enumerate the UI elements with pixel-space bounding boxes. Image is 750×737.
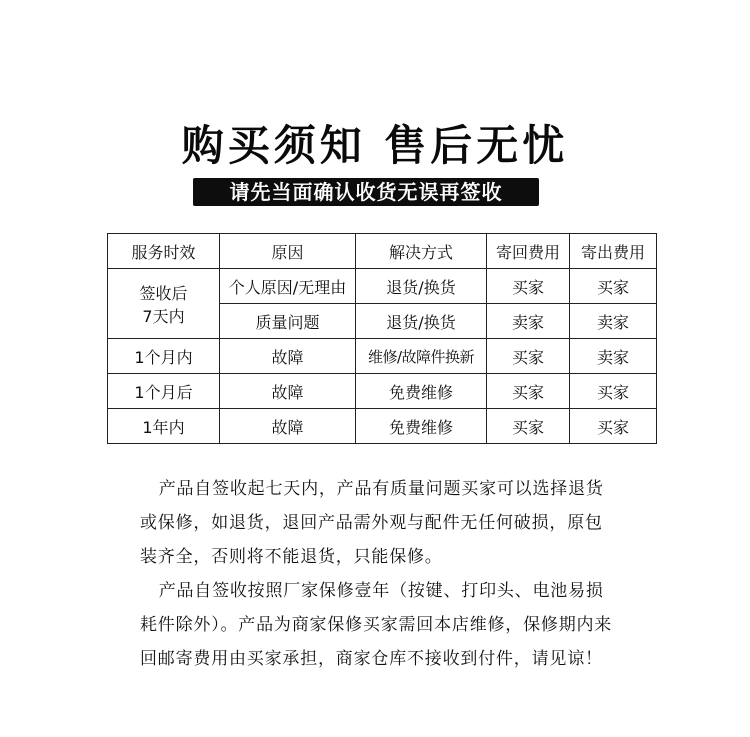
return-fee-cell: 买家	[487, 339, 570, 374]
solution-cell: 维修/故障件换新	[356, 339, 487, 374]
table-row	[108, 409, 657, 444]
send-fee-cell: 买家	[570, 374, 657, 409]
table-row	[108, 269, 657, 304]
reason-cell: 故障	[220, 409, 356, 444]
period-line-2: 7天内	[142, 306, 185, 326]
solution-cell: 退货/换货	[356, 269, 487, 304]
reason-cell: 质量问题	[220, 304, 356, 339]
return-fee-cell: 买家	[487, 269, 570, 304]
notice-banner: 请先当面确认收货无误再签收	[193, 178, 539, 206]
note-paragraph-2: 产品自签收按照厂家保修壹年（按键、打印头、电池易损耗件除外）。产品为商家保修买家需回本店维修，保修期内来回邮寄费用由买家承担，商家仓库不接收到付件，请见谅！	[140, 581, 613, 669]
note-paragraph-1: 产品自签收起七天内，产品有质量问题买家可以选择退货或保修，如退货，退回产品需外观与配件无任何破损，原包装齐全，否则将不能退货，只能保修。	[140, 479, 604, 567]
period-cell	[108, 269, 220, 339]
reason-cell: 个人原因/无理由	[220, 269, 356, 304]
solution-cell: 免费维修	[356, 374, 487, 409]
header-reason: 原因	[220, 234, 356, 269]
header-send-fee: 寄出费用	[570, 234, 657, 269]
page-title: 购买须知 售后无忧	[181, 121, 569, 170]
period-line-1: 签收后	[139, 283, 188, 303]
table-row	[108, 374, 657, 409]
header-period: 服务时效	[108, 234, 220, 269]
reason-cell: 故障	[220, 374, 356, 409]
send-fee-cell: 买家	[570, 269, 657, 304]
reason-cell: 故障	[220, 339, 356, 374]
table-row	[108, 339, 657, 374]
header-solution: 解决方式	[356, 234, 487, 269]
send-fee-cell: 卖家	[570, 304, 657, 339]
solution-cell: 退货/换货	[356, 304, 487, 339]
period-cell: 1个月后	[108, 374, 220, 409]
period-cell: 1年内	[108, 409, 220, 444]
return-fee-cell: 买家	[487, 409, 570, 444]
return-fee-cell: 卖家	[487, 304, 570, 339]
table-header-row	[108, 234, 657, 269]
solution-cell: 免费维修	[356, 409, 487, 444]
after-sales-table	[107, 233, 657, 444]
return-fee-cell: 买家	[487, 374, 570, 409]
send-fee-cell: 买家	[570, 409, 657, 444]
header-return-fee: 寄回费用	[487, 234, 570, 269]
policy-notes	[140, 472, 620, 676]
period-cell: 1个月内	[108, 339, 220, 374]
send-fee-cell: 卖家	[570, 339, 657, 374]
